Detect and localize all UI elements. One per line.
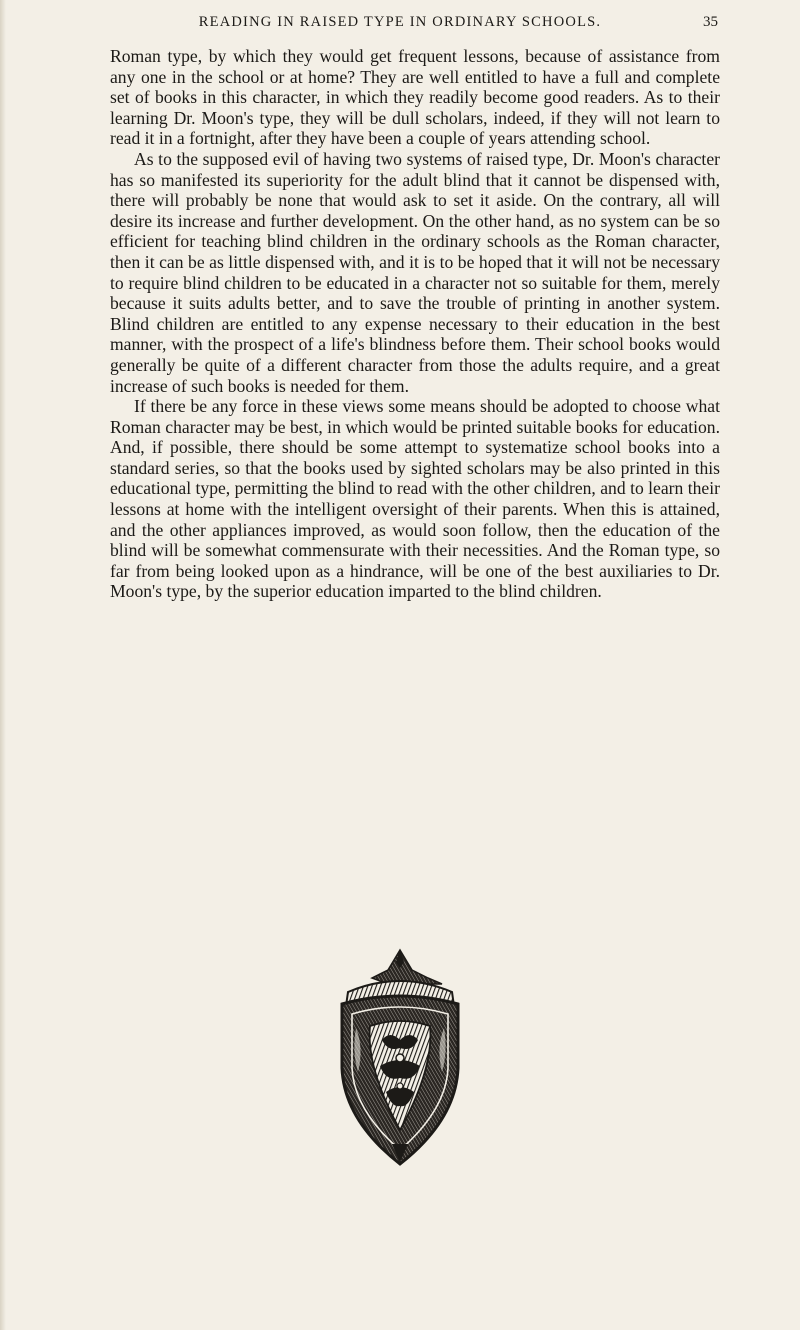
body-text <box>110 46 720 602</box>
paragraph-2: As to the supposed evil of having two systems of raised type, Dr. Moon's character has so manifested its superiority for the adult blind that it cannot be dispensed with, there will probably be none that would ask to set it aside. On the contrary, all will desire its increase and further development. On the other hand, as no system can be so efficient for teaching blind children in the ordinary schools as the Roman character, then it can be as little dispensed with, and it is to be hoped that it will not be necessary to require blind children to be educated in a character not so suitable for them, merely because it suits adults better, and to save the trouble of printing in another system. Blind children are entitled to any expense necessary to their education in the best manner, with the prospect of a life's blindness before them. Their school books would generally be quite of a different character from those the adults require, and a great increase of such books is needed for them. <box>110 148 720 396</box>
paragraph-1: Roman type, by which they would get frequent lessons, because of assistance from any one in the school or at home? They are well entitled to have a full and complete set of books in this character, in which they readily become good readers. As to their learning Dr. Moon's type, they will be dull scholars, indeed, if they will not learn to read it in a fortnight, after they have been a couple of years attending school. <box>110 46 720 149</box>
running-title: READING IN RAISED TYPE IN ORDINARY SCHOOLS. <box>198 14 602 30</box>
shield-tailpiece-icon <box>330 948 470 1170</box>
page-edge-shadow <box>0 0 6 1330</box>
paragraph-3: If there be any force in these views some means should be adopted to choose what Roman character may be best, in which would be printed suitable books for education. And, if possible, there should be some attempt to systematize school books into a standard series, so that the books used by sighted scholars may be also printed in this educational type, permitting the blind to read with the other children, and to learn their lessons at home with the intelligent oversight of their parents. When this is attained, and the other appliances improved, as would soon follow, then the education of the blind will be somewhat commensurate with their necessities. And the Roman type, so far from being looked upon as a hindrance, will be one of the best auxiliaries to Dr. Moon's type, by the superior education imparted to the blind children. <box>110 396 720 602</box>
running-head <box>0 14 800 38</box>
page-number: 35 <box>703 14 718 30</box>
